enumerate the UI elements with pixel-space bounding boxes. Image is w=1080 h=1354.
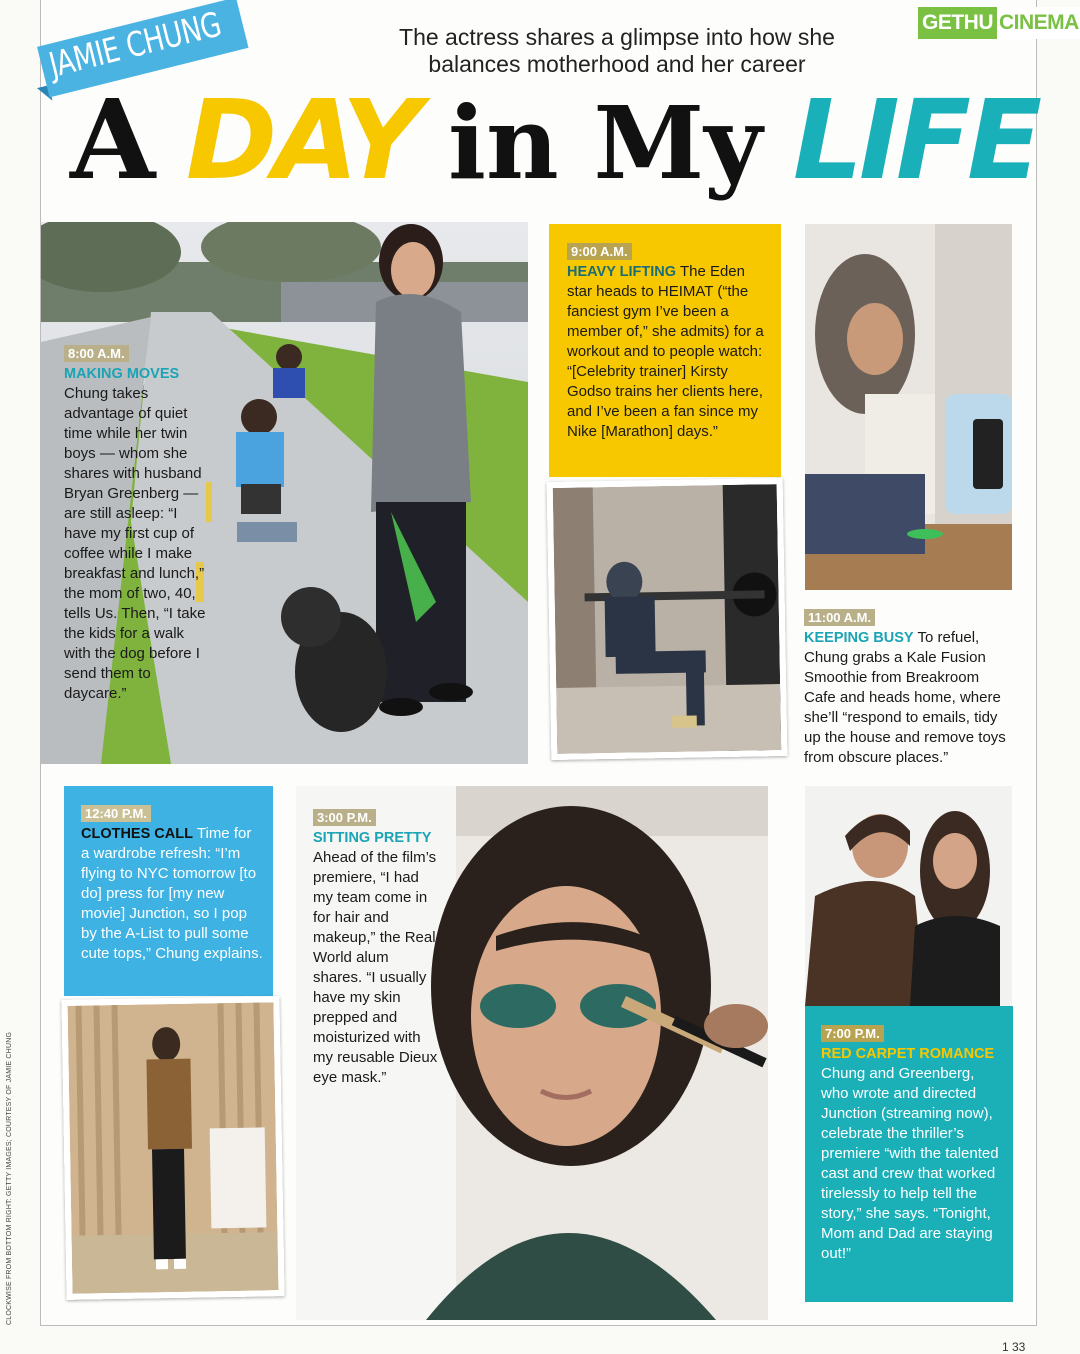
photo-smoothie — [805, 224, 1012, 590]
watermark-part2: CINEMA — [997, 7, 1080, 39]
text-8am: Chung takes advantage of quiet time while her twin boys — whom she shares with husband Bryan Greenberg — are still asleep: “I have my first cup of coffee while I make breakfast and lunch,” the mom of two, 40, tells Us. Then, “I take the kids for a walk with the dog before I send them to daycare.” — [64, 385, 206, 702]
head-11am: KEEPING BUSY — [804, 630, 914, 646]
photo-credit: CLOCKWISE FROM BOTTOM RIGHT: GETTY IMAGES; COURTESY OF JAMIE CHUNG — [6, 1031, 13, 1325]
caption-7pm — [821, 1024, 1003, 1264]
watermark-part1: GETHU — [918, 7, 997, 39]
time-9am: 9:00 A.M. — [567, 243, 632, 260]
photo-mirror — [61, 996, 284, 1300]
title-day: DAY — [185, 76, 418, 204]
caption-9am — [567, 242, 770, 442]
time-1240pm: 12:40 P.M. — [81, 805, 151, 822]
head-3pm: SITTING PRETTY — [313, 830, 432, 846]
title-life: LIFE — [792, 76, 1039, 204]
photo-mirror-image — [68, 1002, 279, 1294]
watermark-logo — [918, 6, 1078, 40]
title-in-my: in My — [447, 84, 763, 202]
photo-smoothie-image — [805, 224, 1012, 590]
deck — [372, 24, 862, 78]
ribbon-name: JAMIE CHUNG — [45, 4, 226, 86]
time-7pm: 7:00 P.M. — [821, 1025, 884, 1042]
photo-red-carpet-image — [805, 786, 1012, 1006]
caption-3pm — [313, 808, 441, 1088]
head-9am: HEAVY LIFTING — [567, 264, 677, 280]
photo-gym-image — [553, 484, 782, 754]
time-8am: 8:00 A.M. — [64, 345, 129, 362]
deck-line-1: The actress shares a glimpse into how she — [399, 24, 835, 50]
head-8am: MAKING MOVES — [64, 366, 180, 382]
photo-gym — [547, 478, 788, 760]
text-3pm: Ahead of the film’s premiere, “I had my team come in for hair and makeup,” the Real World alum shares. “I usually have my skin prepped and moisturized with my reusable Dieux eye mask.” — [313, 849, 438, 1086]
head-7pm: RED CARPET ROMANCE — [821, 1046, 995, 1062]
title-a: A — [70, 75, 156, 204]
head-1240pm: CLOTHES CALL — [81, 826, 193, 842]
text-9am: The Eden star heads to HEIMAT (“the fanciest gym I’ve been a member of,” she admits) for a workout and to people watch: “[Celebrity trainer] Kirsty Godso trains her clients here, and I’ve been a fan since my Nike [Marathon] days.” — [567, 263, 764, 440]
time-3pm: 3:00 P.M. — [313, 809, 376, 826]
text-11am: To refuel, Chung grabs a Kale Fusion Smoothie from Breakroom Cafe and heads home, where she’ll “respond to emails, tidy up the house and remove toys from obscure places.” — [804, 629, 1006, 766]
page-number: 1 33 — [1002, 1340, 1026, 1354]
caption-11am — [804, 608, 1014, 768]
deck-line-2: balances motherhood and her career — [428, 51, 806, 77]
text-1240pm: Time for a wardrobe refresh: “I’m flying to NYC tomorrow [to do] press for [my new movie] Junction, so I pop by the A-List to pull some cute tops,” Chung explains. — [81, 825, 263, 962]
caption-1240pm — [81, 804, 263, 964]
page-title — [70, 75, 1039, 204]
caption-8am — [64, 344, 214, 704]
text-7pm: Chung and Greenberg, who wrote and directed Junction (streaming now), celebrate the thriller’s premiere “with the talented cast and crew that worked tirelessly to help tell the story,” she says. “Tonight, Mom and Dad are staying out!” — [821, 1065, 999, 1262]
photo-red-carpet — [805, 786, 1012, 1006]
time-11am: 11:00 A.M. — [804, 609, 875, 626]
